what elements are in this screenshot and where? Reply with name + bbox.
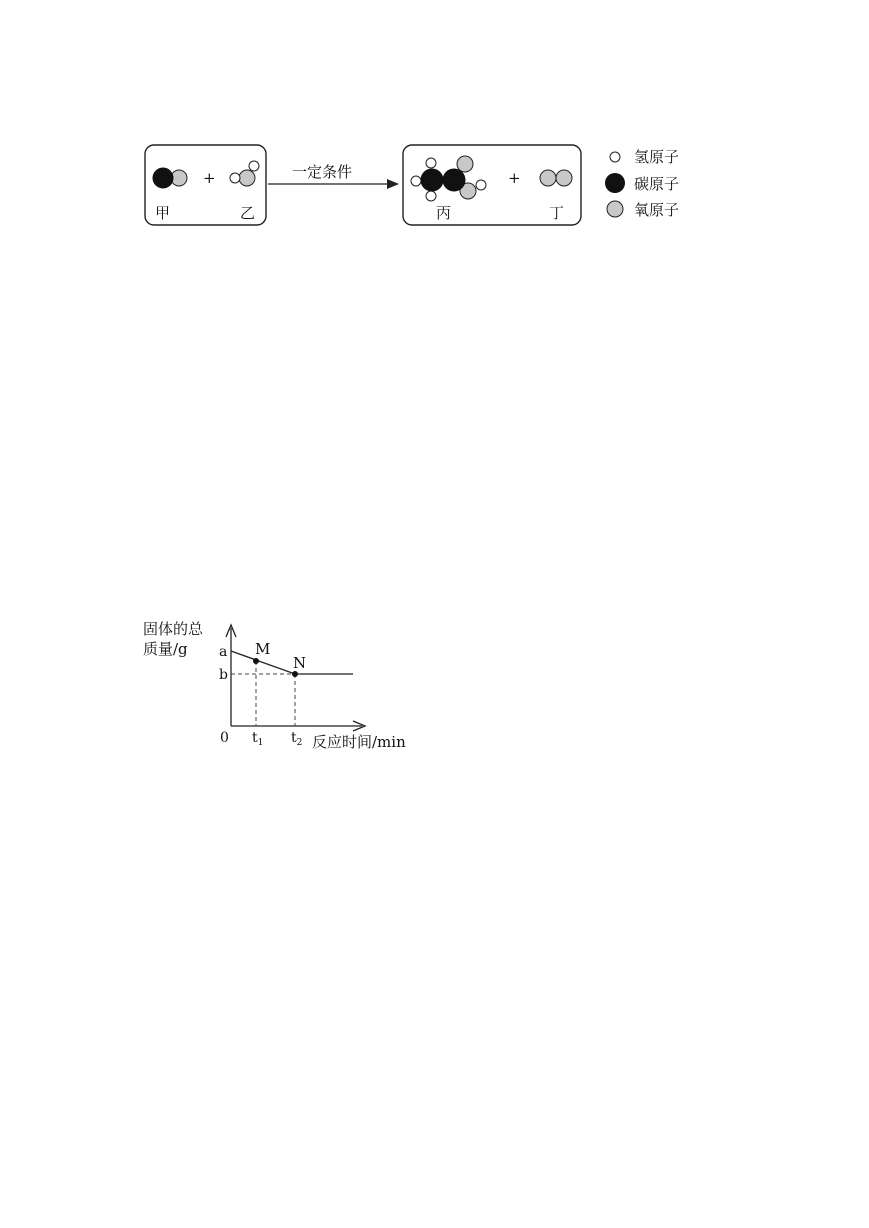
y-axis-label-line2: 质量/g bbox=[143, 640, 188, 658]
legend-carbon-label: 碳原子 bbox=[634, 175, 680, 193]
hydrogen-atom-icon bbox=[610, 152, 620, 162]
legend-oxygen-label: 氧原子 bbox=[634, 201, 680, 219]
point-m-label: M bbox=[255, 640, 271, 658]
origin-label: 0 bbox=[220, 730, 229, 746]
x-axis-label: 反应时间/min bbox=[312, 733, 406, 751]
carbon-atom-icon bbox=[605, 173, 625, 193]
reaction-condition: 一定条件 bbox=[292, 163, 353, 181]
point-n-label: N bbox=[293, 654, 307, 672]
atom-legend bbox=[605, 148, 679, 219]
y-tick-b: b bbox=[219, 667, 228, 683]
oxygen-atom-icon bbox=[607, 201, 623, 217]
reaction-diagram bbox=[145, 145, 581, 225]
label-yi: 乙 bbox=[240, 204, 256, 222]
plus-sign-right: + bbox=[508, 169, 521, 187]
plus-sign-left: + bbox=[203, 169, 216, 187]
legend-hydrogen-label: 氢原子 bbox=[634, 148, 680, 166]
mass-time-graph bbox=[143, 620, 406, 751]
x-tick-t1: $t_1$ bbox=[252, 730, 264, 748]
label-ding: 丁 bbox=[549, 204, 565, 222]
label-jia: 甲 bbox=[155, 204, 171, 222]
y-axis-label-line1: 固体的总 bbox=[143, 620, 204, 638]
mass-curve bbox=[231, 651, 353, 674]
x-tick-t2: $t_2$ bbox=[291, 730, 303, 748]
point-m-marker bbox=[253, 658, 259, 664]
label-bing: 丙 bbox=[436, 204, 452, 222]
molecule-jia bbox=[153, 168, 187, 188]
molecule-ding bbox=[540, 170, 572, 186]
molecule-yi bbox=[230, 161, 259, 186]
y-tick-a: a bbox=[219, 644, 228, 660]
molecule-bing bbox=[411, 156, 486, 201]
